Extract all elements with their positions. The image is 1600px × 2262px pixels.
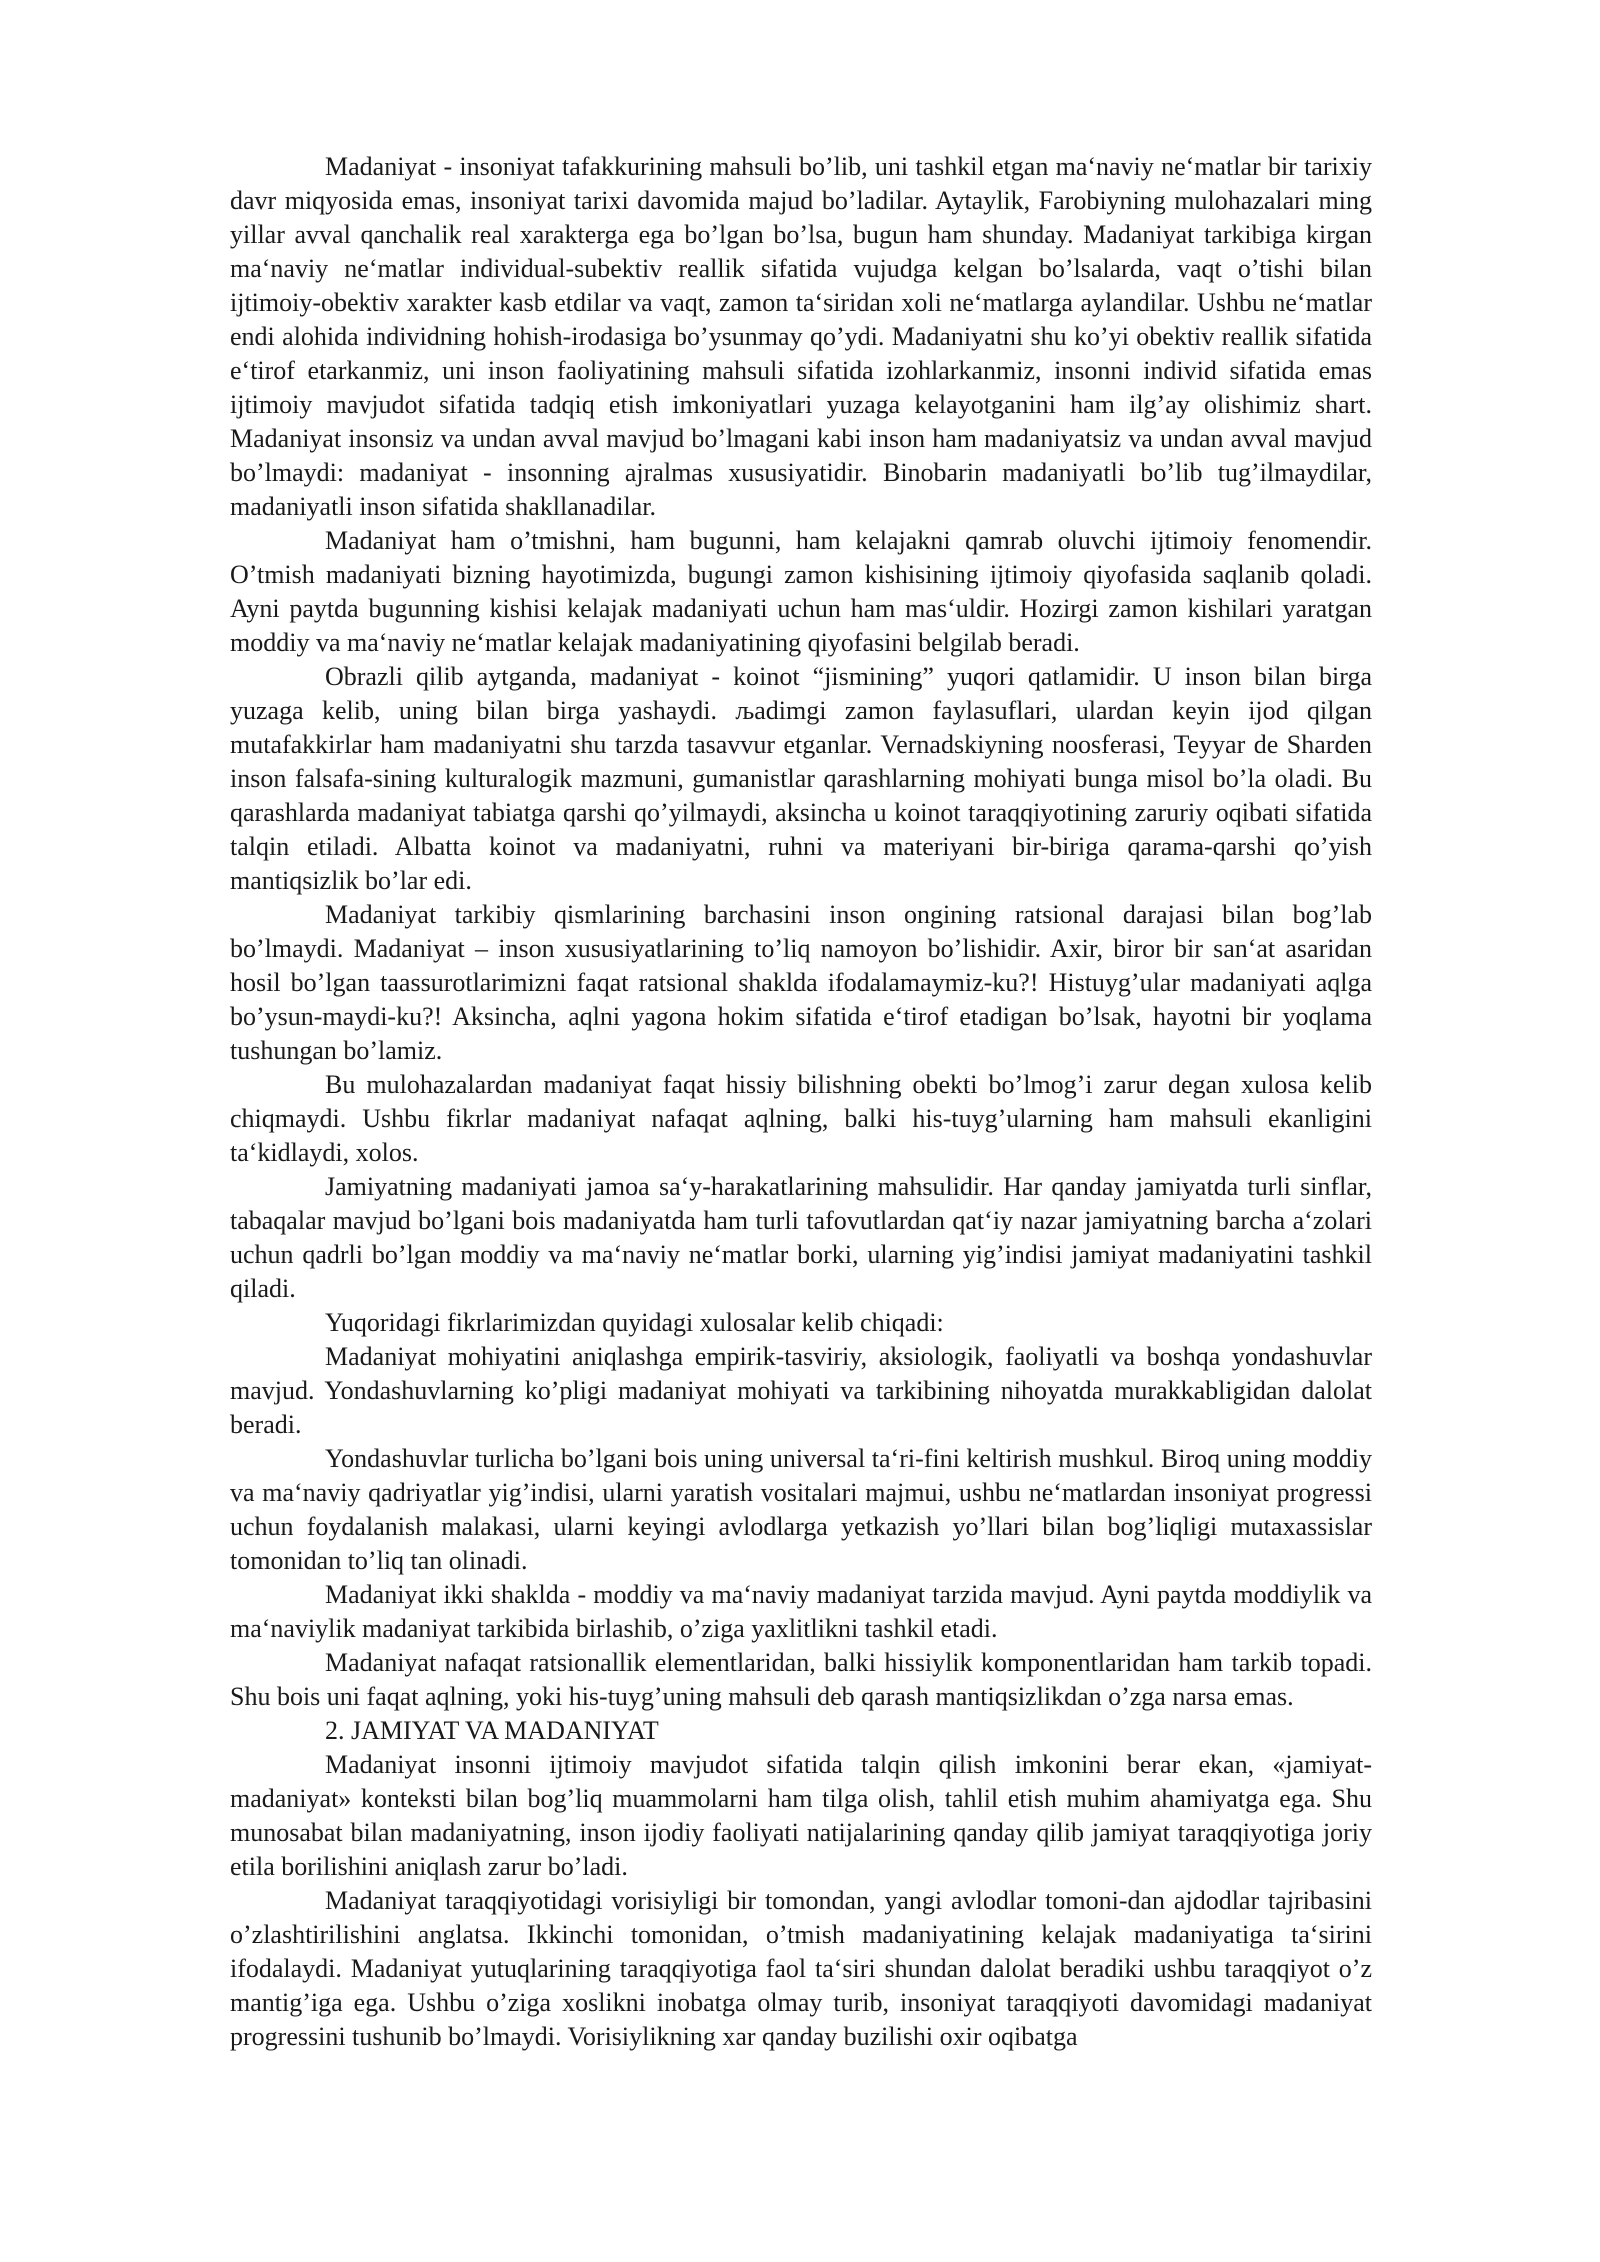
paragraph: Yuqoridagi fikrlarimizdan quyidagi xulosalar kelib chiqadi: bbox=[325, 1308, 944, 1337]
paragraph: Madaniyat insonni ijtimoiy mavjudot sifatida talqin qilish imkonini berar ekan, «jamiyat-madaniyat» konteksti bilan bog’liq muammolarni ham tilga olish, tahlil etish muhim ahamiyatga ega. Shu munosabat bilan madaniyatning, inson ijodiy faoliyati natijalarining qanday qilib jamiyat taraqqiyotiga joriy etila borilishini aniqlash zarur bo’ladi. bbox=[230, 1750, 1372, 1881]
section-heading: 2. JAMIYAT VA MADANIYAT bbox=[325, 1716, 659, 1745]
paragraph: Madaniyat taraqqiyotidagi vorisiyligi bir tomondan, yangi avlodlar tomoni-dan ajdodlar tajribasini o’zlashtirilishini anglatsa. Ikkinchi tomonidan, o’tmish madaniyatining kelajak madaniyatiga ta‘sirini ifodalaydi. Madaniyat yutuqlarining taraqqiyotiga faol ta‘siri shundan dalolat beradiki ushbu taraqqiyot o’z mantig’iga ega. Ushbu o’ziga xoslikni inobatga olmay turib, insoniyat taraqqiyoti davomidagi madaniyat progressini tushunib bo’lmaydi. Vorisiylikning xar qanday buzilishi oxir oqibatga bbox=[230, 1886, 1372, 2051]
paragraph: Bu mulohazalardan madaniyat faqat hissiy bilishning obekti bo’lmog’i zarur degan xulosa kelib chiqmaydi. Ushbu fikrlar madaniyat nafaqat aqlning, balki his-tuyg’ularning ham mahsuli ekanligini ta‘kidlaydi, xolos. bbox=[230, 1070, 1372, 1167]
paragraph: Madaniyat mohiyatini aniqlashga empirik-tasviriy, aksiologik, faoliyatli va boshqa yondashuvlar mavjud. Yondashuvlarning ko’pligi madaniyat mohiyati va tarkibining nihoyatda murakkabligidan dalolat beradi. bbox=[230, 1342, 1372, 1439]
paragraph: Madaniyat ikki shaklda - moddiy va ma‘naviy madaniyat tarzida mavjud. Ayni paytda moddiylik va ma‘naviylik madaniyat tarkibida birlashib, o’ziga yaxlitlikni tashkil etadi. bbox=[230, 1580, 1372, 1643]
paragraph: Obrazli qilib aytganda, madaniyat - koinot “jismining” yuqori qatlamidir. U inson bilan birga yuzaga kelib, uning bilan birga yashaydi. љadimgi zamon faylasuflari, ulardan keyin ijod qilgan mutafakkirlar ham madaniyatni shu tarzda tasavvur etganlar. Vernadskiyning noosferasi, Teyyar de Sharden inson falsafa-sining kulturalogik mazmuni, gumanistlar qarashlarning mohiyati bunga misol bo’la oladi. Bu qarashlarda madaniyat tabiatga qarshi qo’yilmaydi, aksincha u koinot taraqqiyotining zaruriy oqibati sifatida talqin etiladi. Albatta koinot va madaniyatni, ruhni va materiyani bir-biriga qarama-qarshi qo’yish mantiqsizlik bo’lar edi. bbox=[230, 662, 1372, 895]
document-page bbox=[230, 150, 1372, 2054]
paragraph: Yondashuvlar turlicha bo’lgani bois uning universal ta‘ri-fini keltirish mushkul. Biroq uning moddiy va ma‘naviy qadriyatlar yig’indisi, ularni yaratish vositalari majmui, ushbu ne‘matlardan insoniyat progressi uchun foydalanish malakasi, ularni keyingi avlodlarga yetkazish yo’llari bilan bog’liqligi mutaxassislar tomonidan to’liq tan olinadi. bbox=[230, 1444, 1372, 1575]
paragraph: Madaniyat tarkibiy qismlarining barchasini inson ongining ratsional darajasi bilan bog’lab bo’lmaydi. Madaniyat – inson xususiyatlarining to’liq namoyon bo’lishidir. Axir, biror bir san‘at asaridan hosil bo’lgan taassurotlarimizni faqat ratsional shaklda ifodalamaymiz-ku?! Histuyg’ular madaniyati aqlga bo’ysun-maydi-ku?! Aksincha, aqlni yagona hokim sifatida e‘tirof etadigan bo’lsak, hayotni bir yoqlama tushungan bo’lamiz. bbox=[230, 900, 1372, 1065]
paragraph: Madaniyat nafaqat ratsionallik elementlaridan, balki hissiylik komponentlaridan ham tarkib topadi. Shu bois uni faqat aqlning, yoki his-tuyg’uning mahsuli deb qarash mantiqsizlikdan o’zga narsa emas. bbox=[230, 1648, 1372, 1711]
paragraph: Madaniyat - insoniyat tafakkurining mahsuli bo’lib, uni tashkil etgan ma‘naviy ne‘matlar bir tarixiy davr miqyosida emas, insoniyat tarixi davomida majud bo’ladilar. Aytaylik, Farobiyning mulohazalari ming yillar avval qanchalik real xarakterga ega bo’lgan bo’lsa, bugun ham shunday. Madaniyat tarkibiga kirgan ma‘naviy ne‘matlar individual-subektiv reallik sifatida vujudga kelgan bo’lsalarda, vaqt o’tishi bilan ijtimoiy-obektiv xarakter kasb etdilar va vaqt, zamon ta‘siridan xoli ne‘matlarga aylandilar. Ushbu ne‘matlar endi alohida individning hohish-irodasiga bo’ysunmay qo’ydi. Madaniyatni shu ko’yi obektiv reallik sifatida e‘tirof etarkanmiz, uni inson faoliyatining mahsuli sifatida izohlarkanmiz, insonni individ sifatida emas ijtimoiy mavjudot sifatida tadqiq etish imkoniyatlari yuzaga kelayotganini ham ilg’ay olishimiz shart. Madaniyat insonsiz va undan avval mavjud bo’lmagani kabi inson ham madaniyatsiz va undan avval mavjud bo’lmaydi: madaniyat - insonning ajralmas xususiyatidir. Binobarin madaniyatli bo’lib tug’ilmaydilar, madaniyatli inson sifatida shakllanadilar. bbox=[230, 152, 1372, 521]
paragraph: Madaniyat ham o’tmishni, ham bugunni, ham kelajakni qamrab oluvchi ijtimoiy fenomendir. O’tmish madaniyati bizning hayotimizda, bugungi zamon kishisining ijtimoiy qiyofasida saqlanib qoladi. Ayni paytda bugunning kishisi kelajak madaniyati uchun ham mas‘uldir. Hozirgi zamon kishilari yaratgan moddiy va ma‘naviy ne‘matlar kelajak madaniyatining qiyofasini belgilab beradi. bbox=[230, 526, 1372, 657]
paragraph: Jamiyatning madaniyati jamoa sa‘y-harakatlarining mahsulidir. Har qanday jamiyatda turli sinflar, tabaqalar mavjud bo’lgani bois madaniyatda ham turli tafovutlardan qat‘iy nazar jamiyatning barcha a‘zolari uchun qadrli bo’lgan moddiy va ma‘naviy ne‘matlar borki, ularning yig’indisi jamiyat madaniyatini tashkil qiladi. bbox=[230, 1172, 1372, 1303]
